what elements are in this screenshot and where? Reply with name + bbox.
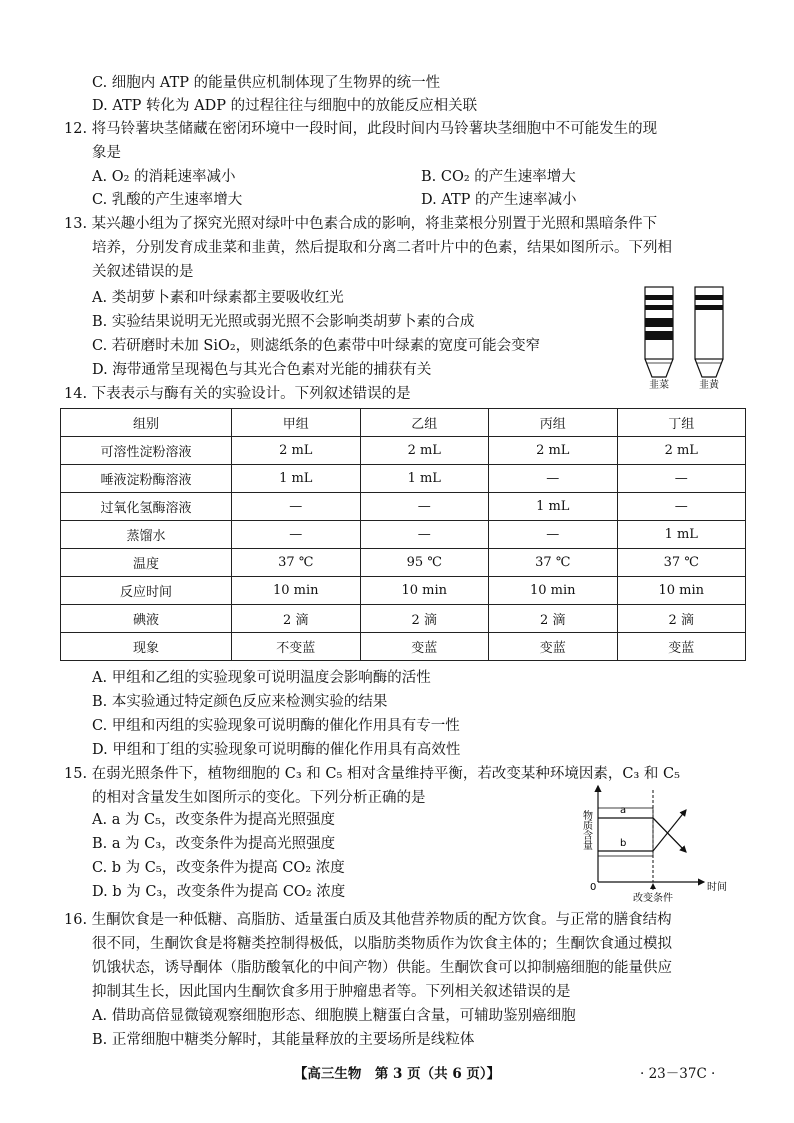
q13-option-b: B. 实验结果说明无光照或弱光照不会影响类胡萝卜素的合成	[92, 314, 475, 330]
table-cell: 变蓝	[360, 633, 489, 661]
table-cell: 2 mL	[617, 437, 746, 465]
table-header-row	[61, 409, 746, 437]
table-cell: 2 滴	[489, 605, 618, 633]
table-cell: 10 min	[232, 577, 361, 605]
series-b-label: b	[620, 838, 627, 849]
q12-stem-line2: 象是	[92, 145, 121, 161]
table-row	[61, 605, 746, 633]
q13-stem-line3: 关叙述错误的是	[92, 264, 194, 280]
q16-stem-line4: 抑制其生长，因此国内生酮饮食多用于肿瘤患者等。下列相关叙述错误的是	[92, 984, 571, 1000]
q15-option-b: B. a 为 C₃，改变条件为提高光照强度	[92, 836, 336, 852]
q13-option-a: A. 类胡萝卜素和叶绿素都主要吸收红光	[92, 290, 344, 306]
table-cell: 2 滴	[232, 605, 361, 633]
q16-stem-line1: 16. 生酮饮食是一种低糖、高脂肪、适量蛋白质及其他营养物质的配方饮食。与正常的膳食结构	[64, 912, 672, 928]
table-cell: 2 mL	[360, 437, 489, 465]
strip-jiuhuang	[695, 287, 723, 377]
q15-stem-line2: 的相对含量发生如图所示的变化。下列分析正确的是	[92, 790, 426, 806]
exam-code: · 23－37C ·	[640, 1066, 716, 1082]
table-header-cell: 乙组	[360, 409, 489, 437]
table-row	[61, 577, 746, 605]
q14-option-a: A. 甲组和乙组的实验现象可说明温度会影响酶的活性	[92, 670, 431, 686]
table-cell: 37 ℃	[489, 549, 618, 577]
table-cell: 2 滴	[360, 605, 489, 633]
q12-option-b: B. CO₂ 的产生速率增大	[421, 169, 576, 185]
table-header-cell: 甲组	[232, 409, 361, 437]
table-cell: 2 mL	[232, 437, 361, 465]
q14-stem: 14. 下表表示与酶有关的实验设计。下列叙述错误的是	[64, 386, 411, 402]
table-cell: 37 ℃	[232, 549, 361, 577]
q15-stem-line1: 15. 在弱光照条件下，植物细胞的 C₃ 和 C₅ 相对含量维持平衡，若改变某种环境因素，C₃ 和 C₅	[64, 766, 680, 782]
table-header-cell: 丙组	[489, 409, 618, 437]
table-body	[61, 409, 746, 661]
table-row-label: 过氧化氢酶溶液	[61, 493, 232, 521]
q13-stem-line2: 培养，分别发育成韭菜和韭黄，然后提取和分离二者叶片中的色素，结果如图所示。下列相	[92, 240, 672, 256]
table-cell: 37 ℃	[617, 549, 746, 577]
table-row	[61, 493, 746, 521]
enzyme-experiment-table	[60, 408, 746, 661]
table-row	[61, 465, 746, 493]
table-row	[61, 633, 746, 661]
q12-stem-line1: 12. 将马铃薯块茎储藏在密闭环境中一段时间，此段时间内马铃薯块茎细胞中不可能发生的现	[64, 121, 658, 137]
table-cell: 10 min	[489, 577, 618, 605]
q15-option-c: C. b 为 C₅，改变条件为提高 CO₂ 浓度	[92, 860, 345, 876]
page-footer: 【高三生物 第 3 页（共 6 页）】	[293, 1066, 501, 1082]
q14-option-d: D. 甲组和丁组的实验现象可说明酶的催化作用具有高效性	[92, 742, 461, 758]
strip-label-jiucai: 韭菜	[649, 380, 669, 391]
table-row-label: 唾液淀粉酶溶液	[61, 465, 232, 493]
table-cell: 2 滴	[617, 605, 746, 633]
table-row-label: 碘液	[61, 605, 232, 633]
table-row	[61, 549, 746, 577]
q16-stem-line3: 饥饿状态，诱导酮体（脂肪酸氧化的中间产物）供能。生酮饮食可以抑制癌细胞的能量供应	[92, 960, 672, 976]
table-header-cell: 丁组	[617, 409, 746, 437]
origin-label: 0	[590, 882, 597, 893]
table-row	[61, 437, 746, 465]
strip-label-jiuhuang: 韭黄	[699, 380, 719, 391]
q11-option-d: D. ATP 转化为 ADP 的过程往往与细胞中的放能反应相关联	[92, 98, 478, 114]
table-cell: —	[489, 521, 618, 549]
table-cell: 1 mL	[360, 465, 489, 493]
table-cell: 10 min	[360, 577, 489, 605]
q16-stem-line2: 很不同，生酮饮食是将糖类控制得极低，以脂肪类物质作为饮食主体的；生酮饮食通过模拟	[92, 936, 672, 952]
q15-option-d: D. b 为 C₃，改变条件为提高 CO₂ 浓度	[92, 884, 346, 900]
table-cell: 1 mL	[489, 493, 618, 521]
y-axis-label: 物质含量	[580, 810, 592, 850]
c3-c5-change-figure	[574, 780, 727, 905]
q13-option-c: C. 若研磨时未加 SiO₂，则滤纸条的色素带中叶绿素的宽度可能会变窄	[92, 338, 541, 354]
series-b-arrow	[653, 810, 686, 851]
q16-option-b: B. 正常细胞中糖类分解时，其能量释放的主要场所是线粒体	[92, 1032, 475, 1048]
table-cell: 1 mL	[232, 465, 361, 493]
table-cell: 变蓝	[489, 633, 618, 661]
series-a-label: a	[620, 805, 627, 816]
q12-option-a: A. O₂ 的消耗速率减小	[92, 169, 236, 185]
table-row-label: 蒸馏水	[61, 521, 232, 549]
x-axis-label: 时间	[707, 882, 727, 893]
table-cell: 2 mL	[489, 437, 618, 465]
q14-option-c: C. 甲组和丙组的实验现象可说明酶的催化作用具有专一性	[92, 718, 460, 734]
series-a-arrow	[653, 818, 686, 852]
q13-stem-line1: 13. 某兴趣小组为了探究光照对绿叶中色素合成的影响，将韭菜根分别置于光照和黑暗条件下	[64, 216, 658, 232]
q12-option-c: C. 乳酸的产生速率增大	[92, 192, 243, 208]
q14-option-b: B. 本实验通过特定颜色反应来检测实验的结果	[92, 694, 388, 710]
table-cell: 不变蓝	[232, 633, 361, 661]
q12-option-d: D. ATP 的产生速率减小	[421, 192, 577, 208]
chromatography-figure	[635, 285, 735, 390]
series-a-line	[598, 818, 684, 850]
table-cell: —	[360, 521, 489, 549]
table-row-label: 温度	[61, 549, 232, 577]
table-cell: —	[617, 465, 746, 493]
q15-option-a: A. a 为 C₅，改变条件为提高光照强度	[92, 812, 335, 828]
change-condition-label: 改变条件	[633, 893, 673, 904]
table-header-cell: 组别	[61, 409, 232, 437]
table-row-label: 现象	[61, 633, 232, 661]
table-cell: —	[232, 493, 361, 521]
strip-jiucai	[645, 287, 673, 377]
table-cell: —	[617, 493, 746, 521]
table-cell: 10 min	[617, 577, 746, 605]
table-cell: 变蓝	[617, 633, 746, 661]
table-row	[61, 521, 746, 549]
table-row-label: 可溶性淀粉溶液	[61, 437, 232, 465]
q11-option-c: C. 细胞内 ATP 的能量供应机制体现了生物界的统一性	[92, 75, 441, 91]
q13-option-d: D. 海带通常呈现褐色与其光合色素对光能的捕获有关	[92, 362, 432, 378]
table-cell: —	[232, 521, 361, 549]
table-cell: 1 mL	[617, 521, 746, 549]
table-cell: —	[360, 493, 489, 521]
table-cell: 95 ℃	[360, 549, 489, 577]
table-cell: —	[489, 465, 618, 493]
table-row-label: 反应时间	[61, 577, 232, 605]
q16-option-a: A. 借助高倍显微镜观察细胞形态、细胞膜上糖蛋白含量，可辅助鉴别癌细胞	[92, 1008, 576, 1024]
